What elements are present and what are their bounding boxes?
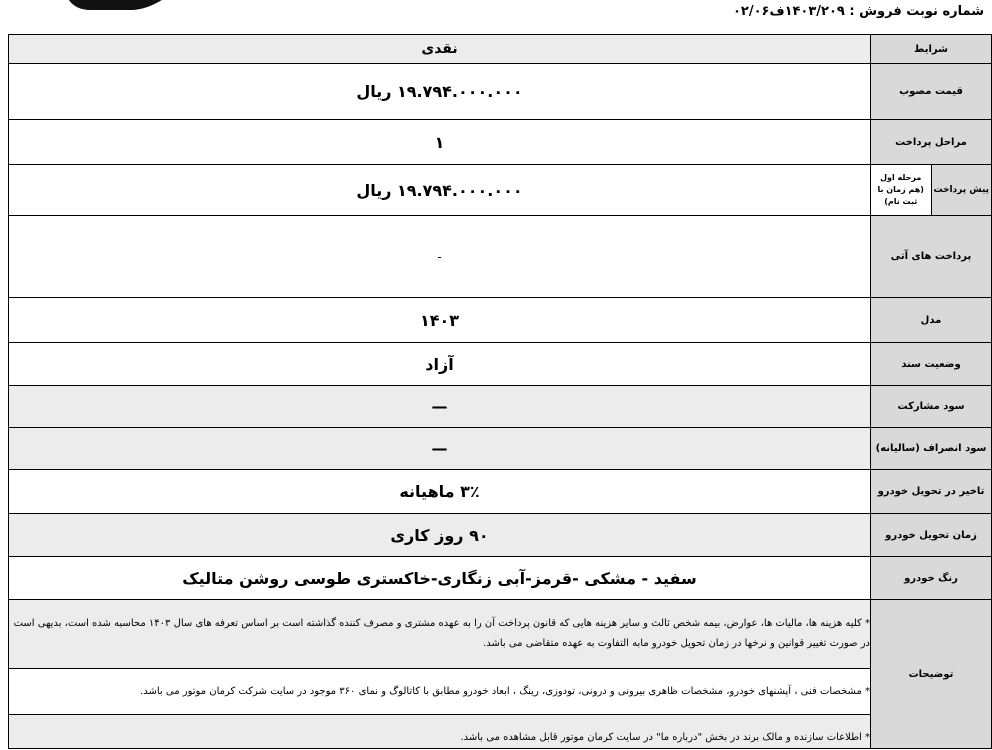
label-terms: شرایط bbox=[871, 35, 992, 64]
prepayment-stage-label: مرحله اول bbox=[880, 173, 922, 182]
label-document-status: وضعیت سند bbox=[871, 343, 992, 386]
row-model bbox=[9, 298, 992, 343]
sale-number: شماره نوبت فروش : ۱۴۰۳/۲۰۹ف۰۲/۰۶ bbox=[732, 4, 984, 19]
value-prepayment: ۱۹.۷۹۴.۰۰۰.۰۰۰ ریال bbox=[9, 165, 871, 216]
value-cancellation-profit: — bbox=[9, 428, 871, 470]
row-future-payments bbox=[9, 216, 992, 298]
row-cancellation-profit bbox=[9, 428, 992, 470]
label-delivery-delay: تاخیر در تحویل خودرو bbox=[871, 470, 992, 514]
prepayment-stage-note: (هم زمان با ثبت نام) bbox=[877, 185, 924, 206]
note-taxes: * کلیه هزینه ها، مالیات ها، عوارض، بیمه شخص ثالث و سایر هزینه هایی که قانون پرداخت آن را به عهده مشتری و مصرف کننده گذاشته است بر اساس تعرفه های سال ۱۴۰۳ محاسبه شده است، بدیهی است در صورت تغییر قوانین و نرخها در زمان تحویل خودرو مابه التفاوت به عهده متقاضی می باشد. bbox=[9, 600, 871, 669]
value-document-status: آزاد bbox=[9, 343, 871, 386]
sales-terms-table bbox=[8, 34, 992, 749]
note-specs: * مشخصات فنی ، آپشنهای خودرو، مشخصات ظاهری بیرونی و درونی، تودوزی، رینگ ، ابعاد خودرو مطابق با کاتالوگ و نمای ۳۶۰ موجود در سایت شرکت کرمان موتور می باشد. bbox=[9, 669, 871, 715]
row-approved-price bbox=[9, 64, 992, 120]
label-model: مدل bbox=[871, 298, 992, 343]
value-participation-profit: — bbox=[9, 386, 871, 428]
label-future-payments: پرداخت های آتی bbox=[871, 216, 992, 298]
label-cancellation-profit: سود انصراف (سالیانه) bbox=[871, 428, 992, 470]
value-future-payments: - bbox=[9, 216, 871, 298]
row-delivery-time bbox=[9, 514, 992, 557]
value-car-color: سفید - مشکی -قرمز-آبی زنگاری-خاکستری طوسی روشن متالیک bbox=[9, 557, 871, 600]
value-terms: نقدی bbox=[9, 35, 871, 64]
value-model: ۱۴۰۳ bbox=[9, 298, 871, 343]
row-car-color bbox=[9, 557, 992, 600]
label-delivery-time: زمان تحویل خودرو bbox=[871, 514, 992, 557]
value-delivery-time: ۹۰ روز کاری bbox=[9, 514, 871, 557]
prepayment-stage bbox=[871, 165, 932, 216]
row-delivery-delay bbox=[9, 470, 992, 514]
row-document-status bbox=[9, 343, 992, 386]
label-car-color: رنگ خودرو bbox=[871, 557, 992, 600]
label-approved-price: قیمت مصوب bbox=[871, 64, 992, 120]
label-prepayment: پیش پرداخت bbox=[931, 165, 992, 216]
row-note-specs bbox=[9, 669, 992, 715]
row-payment-stages bbox=[9, 120, 992, 165]
logo-swoosh bbox=[51, 0, 190, 10]
value-approved-price: ۱۹.۷۹۴.۰۰۰.۰۰۰ ریال bbox=[9, 64, 871, 120]
row-participation-profit bbox=[9, 386, 992, 428]
row-terms bbox=[9, 35, 992, 64]
value-payment-stages: ۱ bbox=[9, 120, 871, 165]
row-note-brand bbox=[9, 715, 992, 749]
row-prepayment bbox=[9, 165, 992, 216]
row-descriptions bbox=[9, 600, 992, 669]
label-payment-stages: مراحل پرداخت bbox=[871, 120, 992, 165]
label-participation-profit: سود مشارکت bbox=[871, 386, 992, 428]
label-descriptions: توضیحات bbox=[871, 600, 992, 749]
note-brand: * اطلاعات سازنده و مالک برند در بخش "درباره ما" در سایت کرمان موتور قابل مشاهده می باشد. bbox=[9, 715, 871, 749]
value-delivery-delay: ۳٪ ماهیانه bbox=[9, 470, 871, 514]
